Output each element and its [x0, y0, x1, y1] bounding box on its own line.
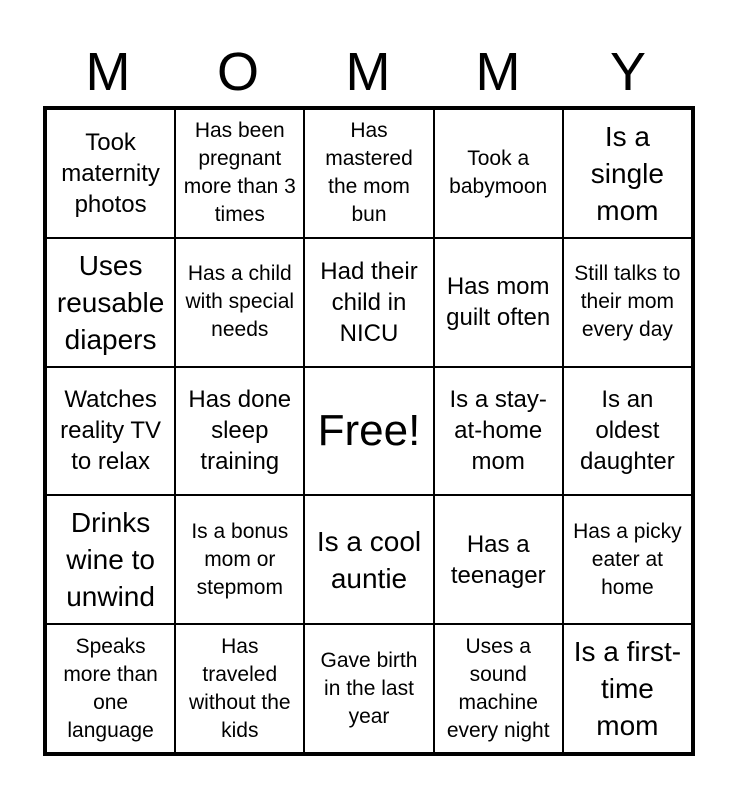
bingo-cell[interactable] [304, 624, 433, 753]
free-space-cell[interactable] [304, 367, 433, 496]
cell-text: Has a teenager [450, 530, 546, 589]
cell-text: Uses reusable diapers [56, 249, 165, 355]
cell-text: Speaks more than one language [63, 634, 158, 742]
header-letter-m2: M [345, 42, 391, 102]
bingo-cell[interactable] [563, 495, 692, 624]
cell-text: Had their child in NICU [320, 257, 418, 347]
bingo-cell[interactable] [434, 495, 563, 624]
bingo-cell[interactable] [434, 238, 563, 367]
free-space-text: Free! [317, 405, 421, 455]
bingo-cell[interactable] [563, 624, 692, 753]
cell-text: Is a single mom [590, 120, 664, 226]
cell-text: Is a first-time mom [573, 636, 682, 742]
cell-text: Has done sleep training [188, 386, 292, 476]
cell-text: Is a cool auntie [316, 525, 422, 594]
header-letter-m1: M [85, 42, 131, 102]
bingo-cell[interactable] [46, 367, 175, 496]
bingo-cell[interactable] [175, 238, 304, 367]
cell-text: Still talks to their mom every day [574, 262, 681, 342]
cell-text: Has traveled without the kids [189, 634, 291, 742]
bingo-cell[interactable] [434, 624, 563, 753]
header-letter-o: O [216, 42, 259, 102]
cell-text: Watches reality TV to relax [60, 386, 162, 476]
header-letter-m3: M [475, 42, 521, 102]
bingo-cell[interactable] [434, 367, 563, 496]
cell-text: Has a picky eater at home [573, 519, 682, 599]
cell-text: Has mastered the mom bun [325, 119, 413, 227]
bingo-cell[interactable] [175, 624, 304, 753]
bingo-header [43, 38, 695, 106]
bingo-cell[interactable] [563, 238, 692, 367]
cell-text: Has been pregnant more than 3 times [183, 119, 296, 227]
bingo-cell[interactable] [304, 238, 433, 367]
cell-text: Is an oldest daughter [580, 386, 675, 476]
cell-text: Took maternity photos [61, 128, 160, 218]
bingo-cell[interactable] [434, 109, 563, 238]
cell-text: Took a babymoon [449, 147, 548, 199]
bingo-cell[interactable] [563, 367, 692, 496]
header-letter-y: Y [609, 42, 647, 102]
bingo-cell[interactable] [46, 109, 175, 238]
cell-text: Is a bonus mom or stepmom [191, 519, 289, 599]
bingo-grid [43, 106, 695, 756]
bingo-cell[interactable] [46, 495, 175, 624]
bingo-cell[interactable] [304, 495, 433, 624]
bingo-cell[interactable] [175, 495, 304, 624]
bingo-cell[interactable] [175, 367, 304, 496]
bingo-cell[interactable] [563, 109, 692, 238]
bingo-cell[interactable] [304, 109, 433, 238]
bingo-cell[interactable] [46, 624, 175, 753]
cell-text: Drinks wine to unwind [66, 507, 155, 613]
cell-text: Uses a sound machine every night [446, 634, 550, 742]
cell-text: Has mom guilt often [446, 273, 551, 332]
cell-text: Is a stay-at-home mom [449, 386, 547, 476]
bingo-cell[interactable] [175, 109, 304, 238]
cell-text: Has a child with special needs [185, 262, 295, 342]
cell-text: Gave birth in the last year [320, 648, 418, 728]
bingo-cell[interactable] [46, 238, 175, 367]
